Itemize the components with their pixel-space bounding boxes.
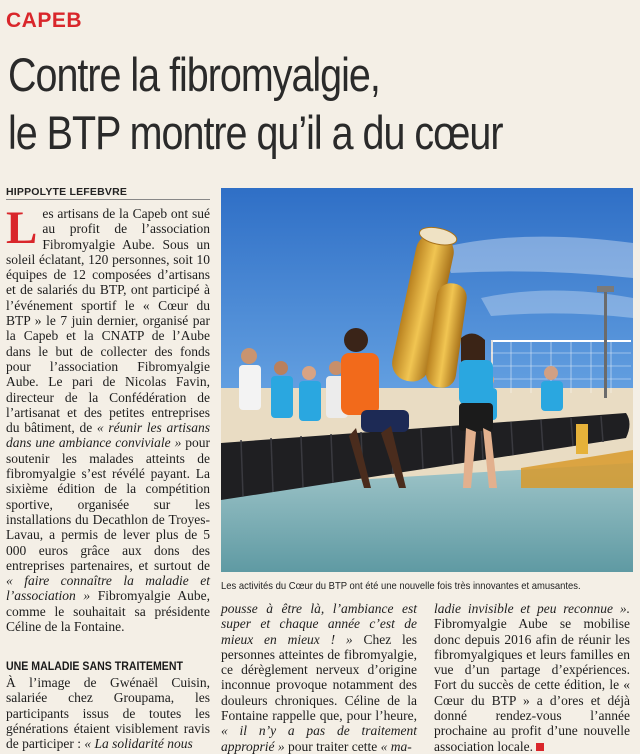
article-column-3 <box>434 601 630 754</box>
section-subheading: UNE MALADIE SANS TRAITEMENT <box>6 661 183 673</box>
photo-illustration <box>221 188 633 572</box>
body-text: À l’image de Gwénaël Cuisin, salariée chez Groupama, les participants issus de toutes les générations étaient visiblement ravis de participer : <box>6 675 210 752</box>
article-column-1 <box>6 202 210 635</box>
article-column-1-part-2 <box>6 675 210 751</box>
headline-line-2: le BTP montre qu’il a du cœur <box>8 106 503 159</box>
end-of-article-mark <box>536 743 544 751</box>
headline <box>8 46 537 162</box>
headline-line-1: Contre la fibromyalgie, <box>8 48 380 101</box>
body-text: Fibromyalgie Aube se mobilise donc depuis 2016 afin de réunir les fibromyalgiques et leurs familles en vue d’un partage d’expériences. Fort du succès de cette édition, le « Cœur du BTP » a d’ores et déjà donné rendez-vous l’année prochaine au profit d’une nouvelle association locale. <box>434 616 630 754</box>
quote-text: « ma- <box>380 738 412 754</box>
section-rubric: CAPEB <box>6 9 83 32</box>
quote-text: ladie invisible et peu reconnue ». <box>434 601 630 616</box>
article-column-2 <box>221 601 417 754</box>
quote-text: « La solidarité nous <box>84 736 193 752</box>
intro-text: es artisans de la Capeb ont sué au profit de l’association Fibromyalgie Aube. Sous un soleil éclatant, 120 personnes, soit 10 équipes de 12 composées d’artisans et de salariés du BTP, ont participé à l’événement sportif le « Cœur du BTP » le 7 juin dernier, organisé par la Capeb et la CNATP de l’Aube dans le but de collecter des fonds pour l’association Fibromyalgie Aube. Le pari de Nicolas Favin, directeur de la Confédération de l’artisanat et des petites entreprises du bâtiment, de <box>6 206 210 436</box>
byline: HIPPOLYTE LEFEBVRE <box>6 186 128 198</box>
body-text: Fibromyalgie Aube, comme le souhaitait sa présidente Céline de la Fontaine. <box>6 588 210 635</box>
byline-rule <box>6 199 210 200</box>
drop-cap: L <box>6 202 38 254</box>
body-text: Chez les personnes atteintes de fibromyalgie, ce dérèglement nerveux d’origine inconnue provoque notamment des douleurs chroniques. Céline de la Fontaine rappelle que, pour l’heure, <box>221 631 417 724</box>
body-text: pour traiter cette <box>284 738 381 754</box>
photo-caption: Les activités du Cœur du BTP ont été une nouvelle fois très innovantes et amusantes. <box>221 580 581 592</box>
quote-text: pousse à être là, l’ambiance est super et chaque année c’est de mieux en mieux ! » <box>221 601 417 647</box>
quote-text: « réunir les artisans dans une ambiance conviviale » <box>6 420 210 451</box>
quote-text: « faire connaître la maladie et l’association » <box>6 573 210 604</box>
quote-text: « il n’y a pas de traitement approprié » <box>221 723 417 754</box>
article-photo <box>221 188 633 572</box>
body-text: pour soutenir les malades atteints de fibromyalgie s’est révélé payant. La sixième édition de la compétition sportive, organisée sur les installations du Decathlon de Troyes-Lavau, a permis de lever plus de 5 000 euros grâce aux dons des entreprises partenaires, et surtout de <box>6 435 210 573</box>
